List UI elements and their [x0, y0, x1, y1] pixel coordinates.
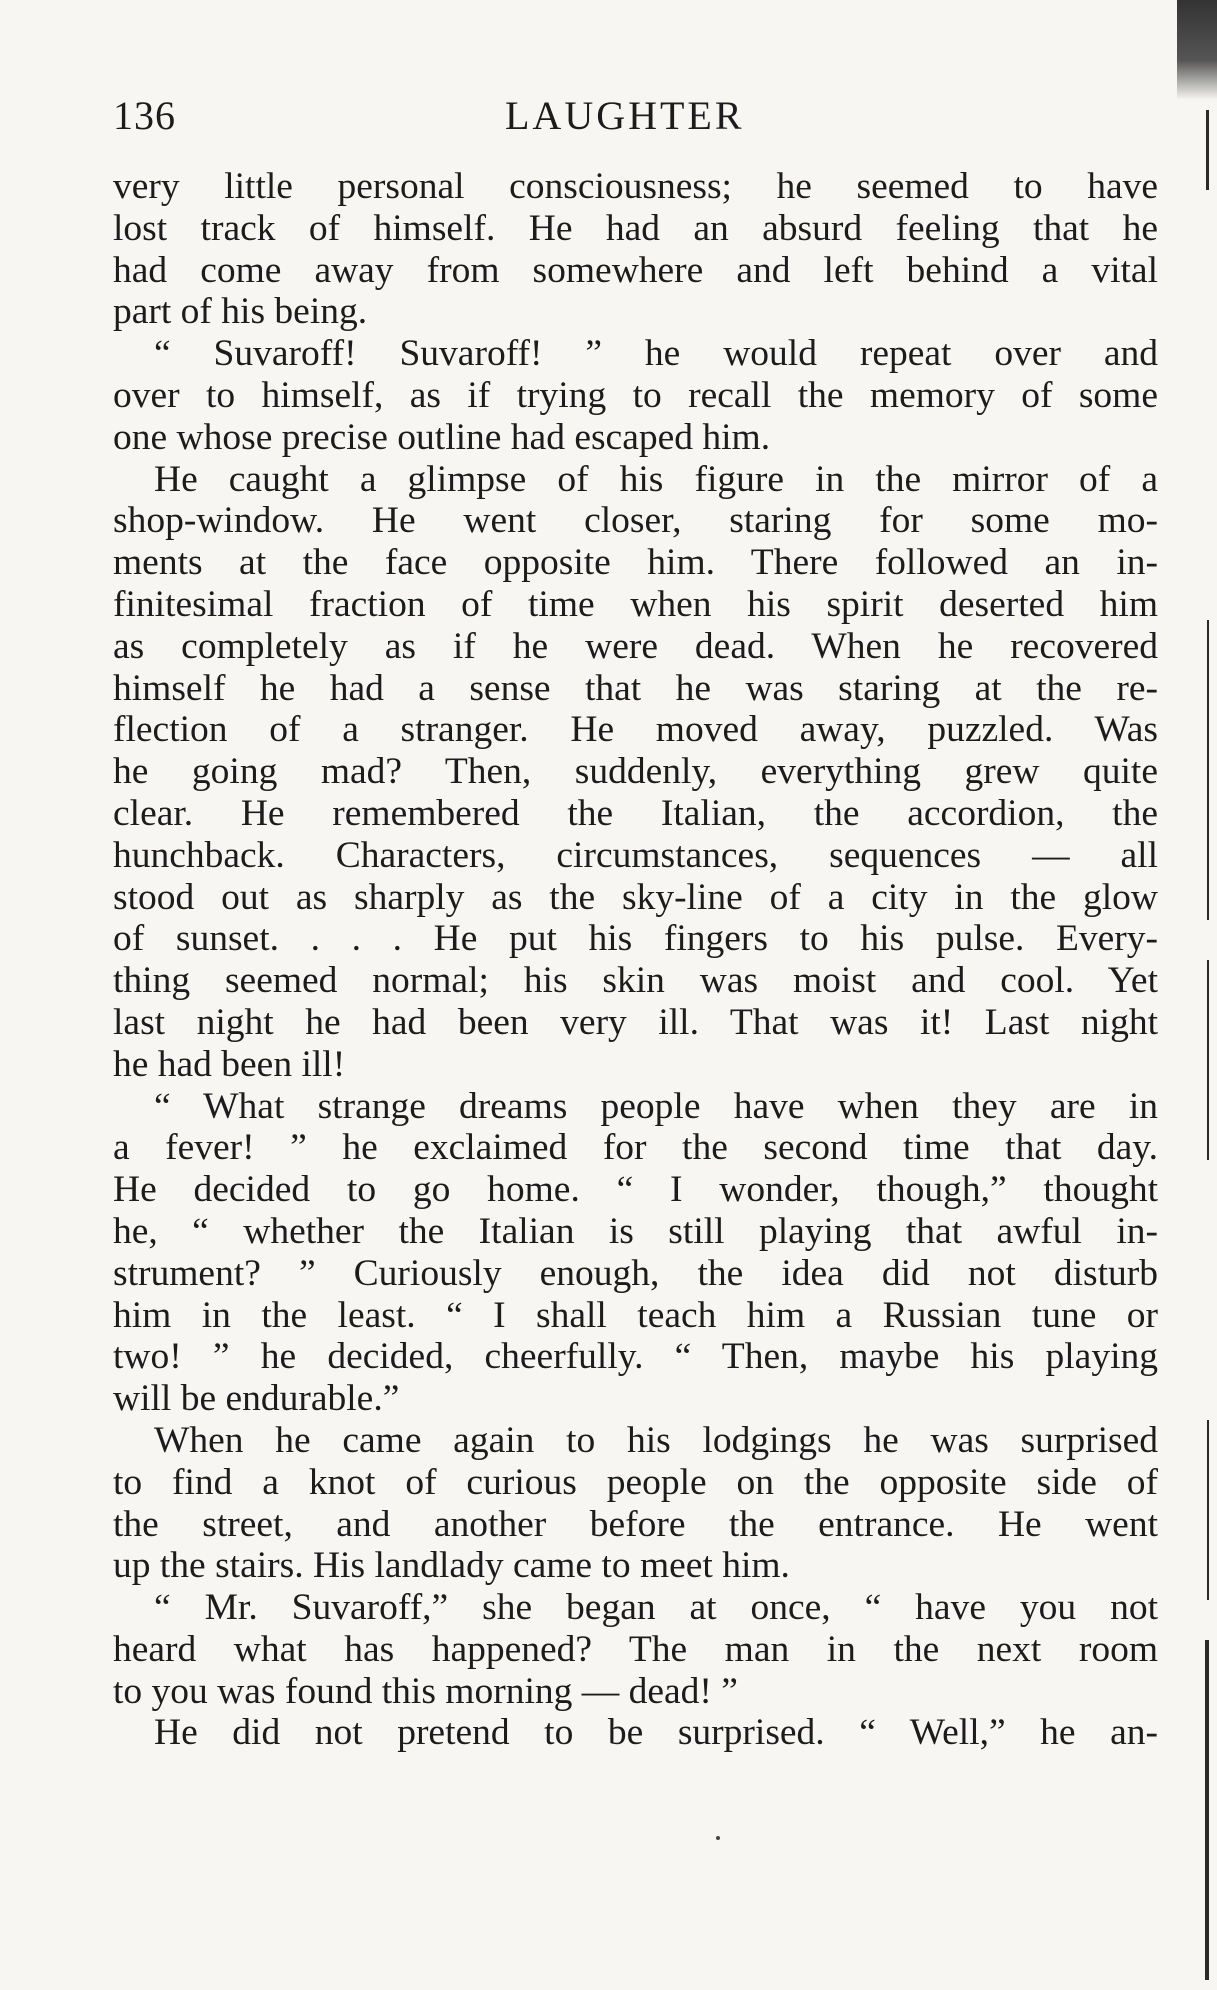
text-line: he, “ whether the Italian is still playing that awful in-: [113, 1210, 1158, 1252]
binding-edge-mark: [1207, 1420, 1209, 1600]
text-line: up the stairs. His landlady came to meet him.: [113, 1545, 790, 1587]
text-line: one whose precise outline had escaped him.: [113, 416, 771, 458]
text-line: “ What strange dreams people have when they are in: [154, 1085, 1158, 1127]
text-line: himself he had a sense that he was staring at the re-: [113, 667, 1158, 709]
text-line: lost track of himself. He had an absurd feeling that he: [113, 207, 1158, 249]
binding-edge-mark: [1205, 1640, 1209, 1980]
text-line: part of his being.: [113, 291, 368, 333]
text-line: he had been ill!: [113, 1043, 346, 1085]
binding-edge: [1157, 0, 1217, 1990]
binding-edge-mark: [1206, 110, 1209, 190]
text-line: “ Mr. Suvaroff,” she began at once, “ have you not: [154, 1587, 1158, 1629]
text-line: flection of a stranger. He moved away, puzzled. Was: [113, 709, 1158, 751]
text-line: will be endurable.”: [113, 1378, 400, 1420]
text-line: shop-window. He went closer, staring for some mo-: [113, 500, 1158, 542]
text-line: to find a knot of curious people on the opposite side of: [113, 1461, 1158, 1503]
text-line: clear. He remembered the Italian, the accordion, the: [113, 792, 1158, 834]
text-line: He decided to go home. “ I wonder, though,” thought: [113, 1169, 1158, 1211]
text-line: to you was found this morning — dead! ”: [113, 1670, 738, 1712]
speck: [716, 1836, 720, 1840]
text-line: When he came again to his lodgings he was surprised: [154, 1419, 1158, 1461]
text-line: over to himself, as if trying to recall the memory of some: [113, 374, 1158, 416]
body-text: [113, 166, 1158, 1754]
text-line: he going mad? Then, suddenly, everything grew quite: [113, 751, 1158, 793]
text-line: strument? ” Curiously enough, the idea did not disturb: [113, 1252, 1158, 1294]
text-line: of sunset. . . . He put his fingers to his pulse. Every-: [113, 918, 1158, 960]
binding-edge-mark: [1207, 960, 1209, 1160]
text-line: heard what has happened? The man in the next room: [113, 1628, 1158, 1670]
text-line: thing seemed normal; his skin was moist and cool. Yet: [113, 960, 1158, 1002]
text-line: as completely as if he were dead. When he recovered: [113, 625, 1158, 667]
running-title: LAUGHTER: [505, 93, 745, 138]
text-line: the street, and another before the entrance. He went: [113, 1503, 1158, 1545]
text-line: He did not pretend to be surprised. “ Well,” he an-: [154, 1712, 1158, 1754]
text-line: He caught a glimpse of his figure in the mirror of a: [154, 458, 1158, 500]
text-line: finitesimal fraction of time when his spirit deserted him: [113, 583, 1158, 625]
text-line: ments at the face opposite him. There followed an in-: [113, 542, 1158, 584]
page-number: 136: [113, 93, 176, 138]
text-line: hunchback. Characters, circumstances, sequences — all: [113, 834, 1158, 876]
text-line: two! ” he decided, cheerfully. “ Then, maybe his playing: [113, 1336, 1158, 1378]
text-line: very little personal consciousness; he seemed to have: [113, 166, 1158, 207]
text-line: had come away from somewhere and left behind a vital: [113, 249, 1158, 291]
text-line: him in the least. “ I shall teach him a Russian tune or: [113, 1294, 1158, 1336]
running-head: [113, 92, 1163, 152]
text-line: a fever! ” he exclaimed for the second time that day.: [113, 1127, 1158, 1169]
binding-edge-mark: [1207, 620, 1209, 920]
page-corner-shadow: [1177, 0, 1217, 100]
text-line: stood out as sharply as the sky-line of a city in the glow: [113, 876, 1158, 918]
text-line: “ Suvaroff! Suvaroff! ” he would repeat over and: [154, 333, 1158, 375]
text-line: last night he had been very ill. That was it! Last night: [113, 1001, 1158, 1043]
